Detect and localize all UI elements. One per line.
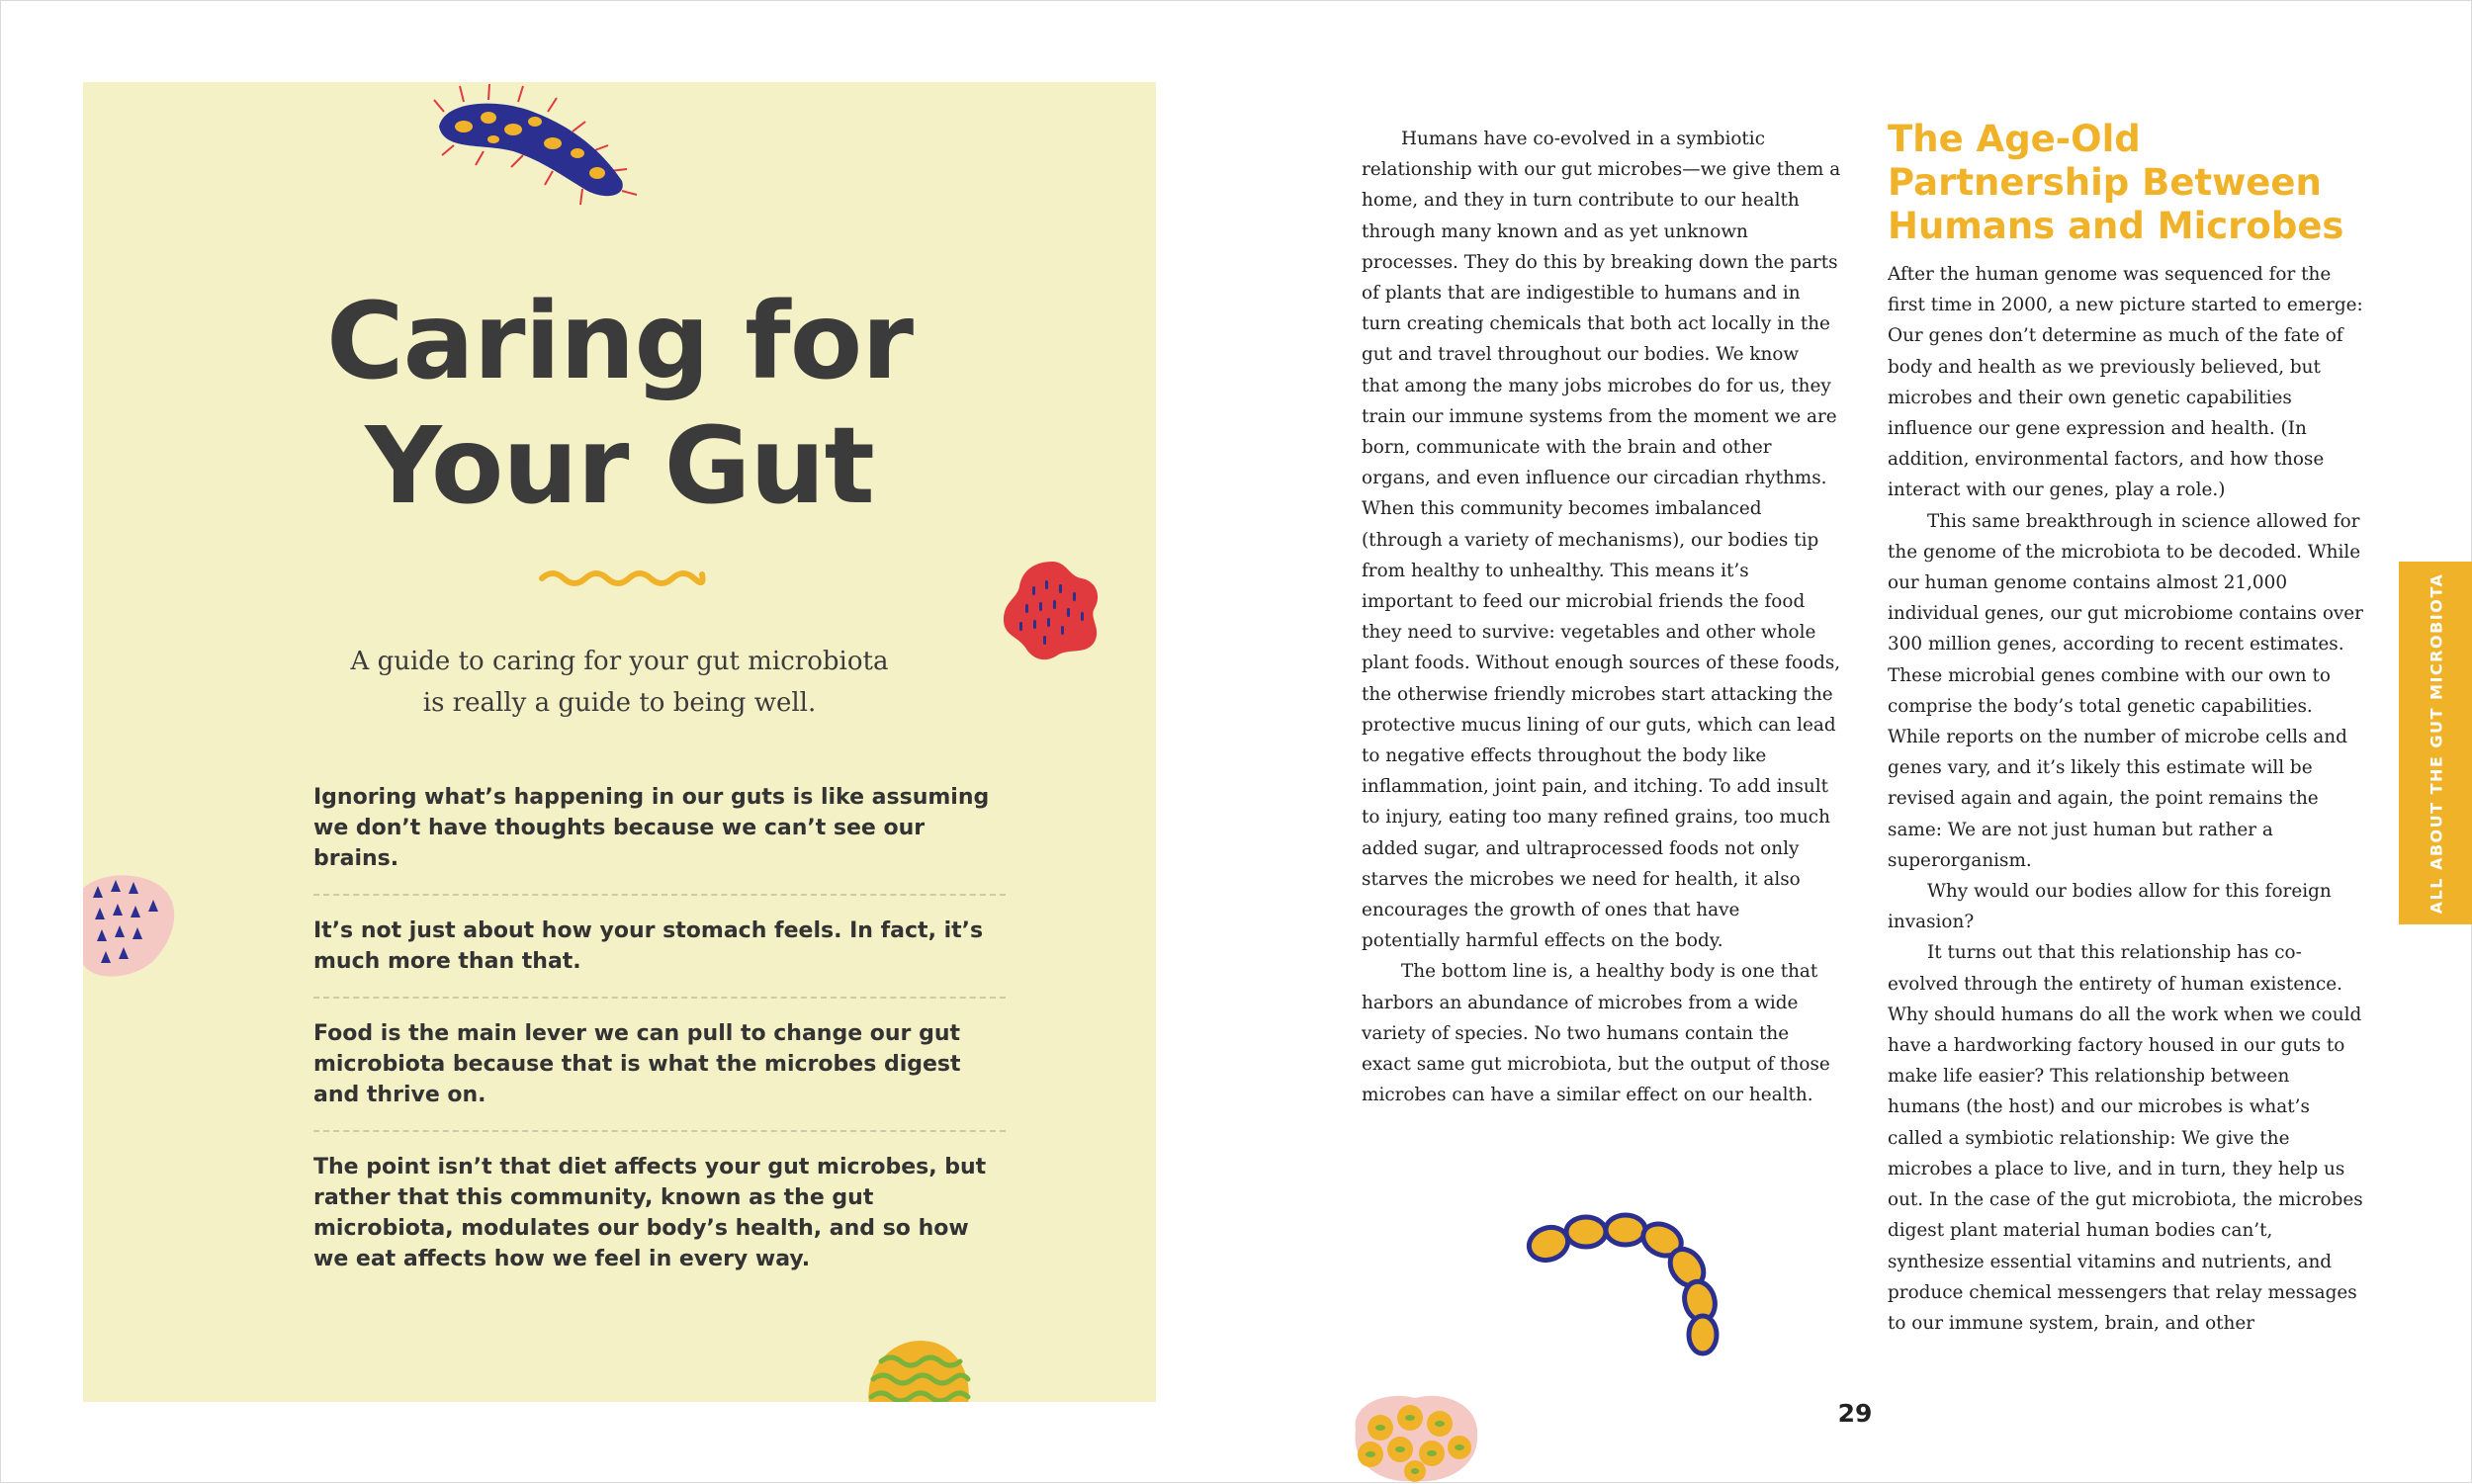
page-subtitle (83, 641, 1156, 724)
striped-blob-microbe-icon (859, 1336, 978, 1402)
page-title (83, 280, 1156, 529)
title-line: Caring for (325, 281, 914, 403)
body-paragraph: This same breakthrough in science allowed for the genome of the microbiota to be decoded. While our human genome contains almost 21,000 individual genes, our gut microbiome contains over 300 million genes, according to recent estimates. These microbial genes combine with our own to comprise the body’s total genetic capabilities. While reports on the number of microbe cells and genes vary, and it’s likely this estimate will be revised again and again, the point remains the same: We are not just human but rather a superorganism. (1888, 510, 2363, 871)
key-point: Food is the main lever we can pull to change our gut microbiota because that is what the microbes digest and thrive on. (313, 1021, 961, 1107)
cluster-microbe-icon (1341, 1390, 1489, 1484)
pink-blob-microbe-icon (83, 868, 182, 982)
body-column-right (1888, 259, 2367, 1339)
heading-line: Humans and Microbes (1888, 205, 2344, 247)
dashed-divider (313, 1130, 1006, 1132)
page-number: 29 (1837, 1399, 1873, 1428)
chapter-side-tab (2399, 562, 2472, 924)
body-column-middle (1362, 124, 1841, 1111)
chapter-side-tab-label: ALL ABOUT THE GUT MICROBIOTA (2427, 572, 2445, 914)
dashed-divider (313, 997, 1006, 999)
key-points-list (313, 782, 1006, 1294)
body-paragraph: Humans have co-evolved in a symbiotic relationship with our gut microbes—we give them a home, and they in turn contribute to our health through many known and as yet unknown processes. They do this by breaking down the parts of plants that are indigestible to humans and in turn creating chemicals that both act locally in the gut and travel throughout our bodies. We know that among the many jobs microbes do for us, they train our immune systems from the moment we are born, communicate with the brain and other organs, and even influence our circadian rhythms. When this community becomes imbalanced (through a variety of mechanisms), our bodies tip from healthy to unhealthy. This means it’s important to feed our microbial friends the food they need to survive: vegetables and other whole plant foods. Without enough sources of these foods, the otherwise friendly microbes start attacking the protective mucus lining of our guts, which can lead to negative effects throughout the body like inflammation, joint pain, and itching. To add insult to injury, eating too many refined grains, too much added sugar, and ultraprocessed foods not only starves the microbes we need for health, it also encourages the growth of ones that have potentially harmful effects on the body. (1362, 129, 1841, 952)
key-point: Ignoring what’s happening in our guts is like assuming we don’t have thoughts because we can’t see our brains. (313, 785, 990, 871)
intro-panel (83, 82, 1156, 1402)
body-paragraph: After the human genome was sequenced for the first time in 2000, a new picture started to emerge: Our genes don’t determine as much of the fate of body and health as we previously believed, but microbes and their own genetic capabilities influence our gene expression and health. (In addition, environmental factors, and how those interact with our genes, play a role.) (1888, 264, 2363, 501)
squiggle-divider-icon (538, 567, 706, 590)
title-line: Your Gut (365, 405, 874, 528)
rod-microbe-icon (424, 82, 652, 211)
body-paragraph: The bottom line is, a healthy body is one that harbors an abundance of microbes from a wide variety of species. No two humans contain the exact same gut microbiota, but the output of those microbes can have a similar effect on our health. (1362, 961, 1830, 1106)
body-paragraph: It turns out that this relationship has co-evolved through the entirety of human existence. Why should humans do all the work when we could have a hardworking factory housed in our guts to make life easier? This relationship between humans (the host) and our microbes is what’s called a symbiotic relationship: We give the microbes a place to live, and in turn, they help us out. In the case of the gut microbiota, the microbes digest plant material human bodies can’t, synthesize essential vitamins and nutrients, and produce chemical messengers that relay messages to our immune system, brain, and other (1888, 942, 2363, 1334)
dashed-divider (313, 894, 1006, 896)
chain-microbe-icon (1519, 1212, 1756, 1360)
subtitle-line: is really a guide to being well. (422, 688, 817, 718)
key-point: The point isn’t that diet affects your gut microbes, but rather that this community, known as the gut microbiota, modulates our body’s health, and so how we eat affects how we feel in every way. (313, 1155, 987, 1271)
key-point: It’s not just about how your stomach feels. In fact, it’s much more than that. (313, 918, 984, 974)
heading-line: The Age-Old (1888, 118, 2141, 160)
body-paragraph: Why would our bodies allow for this foreign invasion? (1888, 881, 2332, 933)
heading-line: Partnership Between (1888, 161, 2322, 204)
section-heading (1888, 118, 2402, 248)
subtitle-line: A guide to caring for your gut microbiota (350, 647, 889, 676)
